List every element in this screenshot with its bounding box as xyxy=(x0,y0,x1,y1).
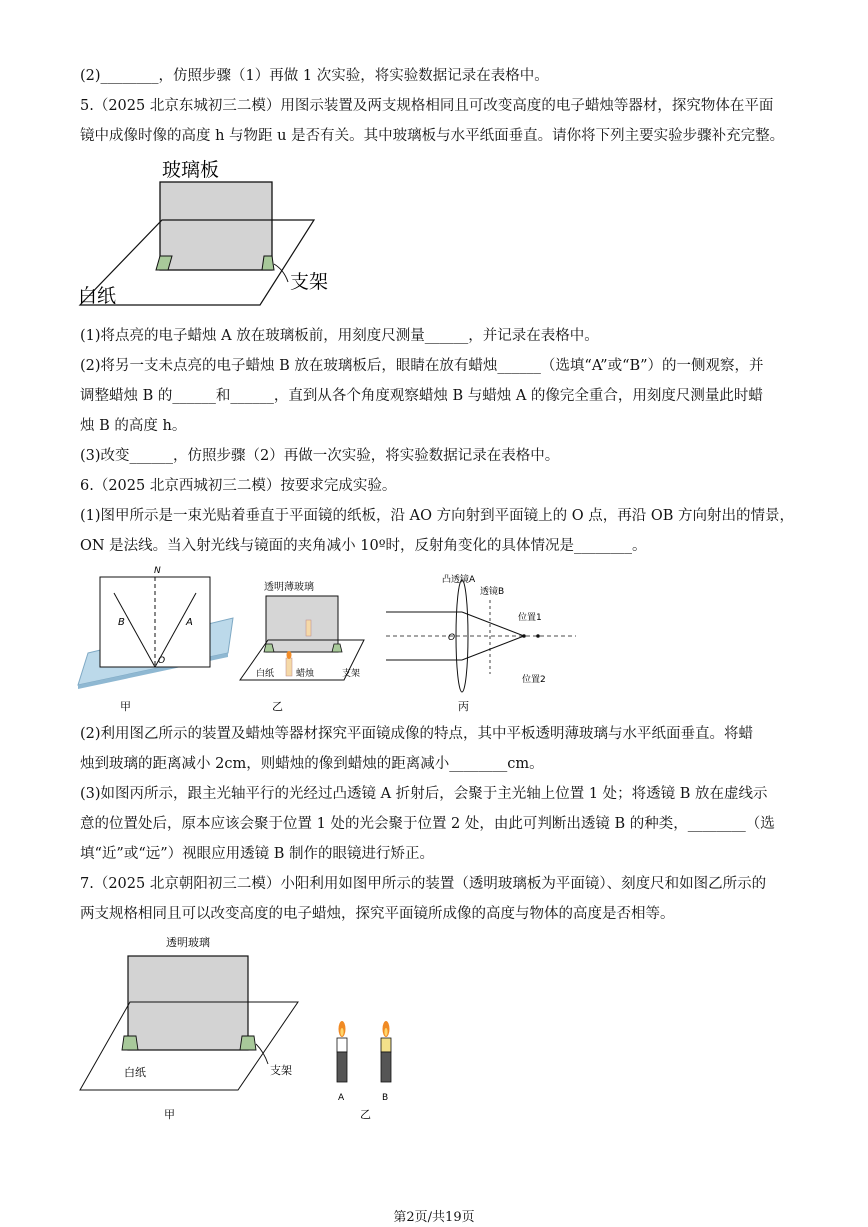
q6-yi-stand-left xyxy=(264,644,274,652)
q6-figure-yi xyxy=(238,578,378,713)
q6-part2-line1: (2)利用图乙所示的装置及蜡烛等器材探究平面镜成像的特点，其中平板透明薄玻璃与水平纸面垂直。将蜡 xyxy=(80,726,754,742)
q6-caption-bing: 丙 xyxy=(458,700,469,713)
q6-part3-line3: 填“近”或“远”）视眼应用透镜 B 制作的眼镜进行矫正。 xyxy=(80,846,435,862)
q6-part3-line2: 意的位置处后，原本应该会聚于位置 1 处的光会聚于位置 2 处，由此可判断出透镜 B 的种类，________（选 xyxy=(80,816,775,832)
q5-paper-label: 白纸 xyxy=(78,285,117,307)
q6-yi-candle-label: 蜡烛 xyxy=(296,669,315,679)
q5-stand-right xyxy=(262,256,274,270)
q6-figure-bing xyxy=(386,572,586,712)
q6-yi-glass-plate xyxy=(266,596,338,652)
q6-label-a: A xyxy=(186,617,193,628)
q6-part1-line2: ON 是法线。当入射光线与镜面的夹角减小 10º时，反射角变化的具体情况是________。 xyxy=(80,538,647,554)
q6-bing-pos1-label: 位置1 xyxy=(518,613,542,623)
q5-stem-line2: 镜中成像时像的高度 h 与物距 u 是否有关。其中玻璃板与水平纸面垂直。请你将下列主要实验步骤补充完整。 xyxy=(80,128,785,144)
q4-step2-line: (2)________，仿照步骤（1）再做 1 次实验，将实验数据记录在表格中。 xyxy=(80,68,549,84)
q6-figure-jia xyxy=(78,563,238,713)
q6-yi-candle xyxy=(286,658,292,676)
q7-candle-a-label: A xyxy=(338,1093,345,1103)
q7-glass-label: 透明玻璃 xyxy=(166,936,210,949)
q6-yi-candle-flame xyxy=(287,651,292,659)
q5-stem-line1: 5.（2025 北京东城初三二模）用图示装置及两支规格相同且可改变高度的电子蜡烛等器材，探究物体在平面 xyxy=(80,98,774,114)
q7-caption-yi: 乙 xyxy=(360,1108,371,1121)
q6-yi-stand-label: 支架 xyxy=(342,669,361,679)
q6-yi-glass-label: 透明薄玻璃 xyxy=(264,582,314,593)
q7-stem-line1: 7.（2025 北京朝阳初三二模）小阳利用如图甲所示的装置（透明玻璃板为平面镜）、刻度尺和如图乙所示的 xyxy=(80,876,767,892)
q6-bing-o-label: O xyxy=(448,633,456,643)
q5-glass-label: 玻璃板 xyxy=(162,159,220,181)
q7-candle-b-label: B xyxy=(382,1093,389,1103)
q5-step2-line2: 调整蜡烛 B 的______和______，直到从各个角度观察蜡烛 B 与蜡烛 A 的像完全重合，用刻度尺测量此时蜡 xyxy=(80,388,763,404)
q6-yi-stand-right xyxy=(332,644,342,652)
q7-candle-a-flame-core xyxy=(340,1028,343,1036)
q7-candle-a-body xyxy=(337,1052,347,1082)
q6-bing-pos2-label: 位置2 xyxy=(522,675,546,685)
q6-bing-ray-bottom-out xyxy=(462,636,524,660)
q5-step1: (1)将点亮的电子蜡烛 A 放在玻璃板前，用刻度尺测量______，并记录在表格中。 xyxy=(80,328,599,344)
q6-bing-ray-top-out xyxy=(462,612,524,636)
q7-stand-left xyxy=(122,1036,138,1050)
q6-caption-yi: 乙 xyxy=(272,700,283,713)
q6-label-n: N xyxy=(154,566,161,576)
q7-candle-b-top xyxy=(381,1038,391,1052)
q6-bing-pos2-dot xyxy=(536,634,540,638)
q6-part3-line1: (3)如图丙所示，跟主光轴平行的光经过凸透镜 A 折射后，会聚于主光轴上位置 1 处；将透镜 B 放在虚线示 xyxy=(80,786,768,802)
q5-step3: (3)改变______，仿照步骤（2）再做一次实验，将实验数据记录在表格中。 xyxy=(80,448,560,464)
q7-candle-b-body xyxy=(381,1052,391,1082)
page-footer: 第2页/共19页 xyxy=(393,1210,475,1225)
q5-step2-line3: 烛 B 的高度 h。 xyxy=(80,418,187,434)
q7-glass-plate xyxy=(128,956,248,1050)
q6-yi-paper-label: 白纸 xyxy=(256,669,275,679)
q6-label-o: O xyxy=(158,656,166,666)
q6-label-b: B xyxy=(118,617,125,628)
q5-stand-label: 支架 xyxy=(290,271,329,293)
q6-part2-line2: 烛到玻璃的距离减小 2cm，则蜡烛的像到蜡烛的距离减小________cm。 xyxy=(80,756,544,772)
q7-stand-label: 支架 xyxy=(270,1064,292,1077)
q7-caption-jia: 甲 xyxy=(164,1108,175,1121)
q7-paper-label: 白纸 xyxy=(124,1066,146,1079)
q7-figure xyxy=(78,930,408,1125)
q7-candle-a-top xyxy=(337,1038,347,1052)
q7-candle-b-flame-core xyxy=(384,1028,387,1036)
q7-stand-right xyxy=(240,1036,256,1050)
q6-caption-jia: 甲 xyxy=(120,700,131,713)
q7-stem-line2: 两支规格相同且可以改变高度的电子蜡烛，探究平面镜所成像的高度与物体的高度是否相等。 xyxy=(80,906,675,922)
q6-bing-lensB-label: 透镜B xyxy=(480,587,505,597)
q5-step2-line1: (2)将另一支未点亮的电子蜡烛 B 放在玻璃板后，眼睛在放有蜡烛______（选填“A”或“B”）的一侧观察，并 xyxy=(80,358,764,374)
q5-figure xyxy=(78,150,348,310)
q6-bing-pos1-dot xyxy=(522,634,526,638)
q6-bing-lensA-label: 凸透镜A xyxy=(442,575,476,585)
q6-part1-line1: (1)图甲所示是一束光贴着垂直于平面镜的纸板，沿 AO 方向射到平面镜上的 O 点，再沿 OB 方向射出的情景， xyxy=(80,508,794,524)
q6-stem: 6.（2025 北京西城初三二模）按要求完成实验。 xyxy=(80,478,397,494)
q6-yi-candle-image xyxy=(306,620,311,636)
q5-glass-plate xyxy=(160,182,272,270)
